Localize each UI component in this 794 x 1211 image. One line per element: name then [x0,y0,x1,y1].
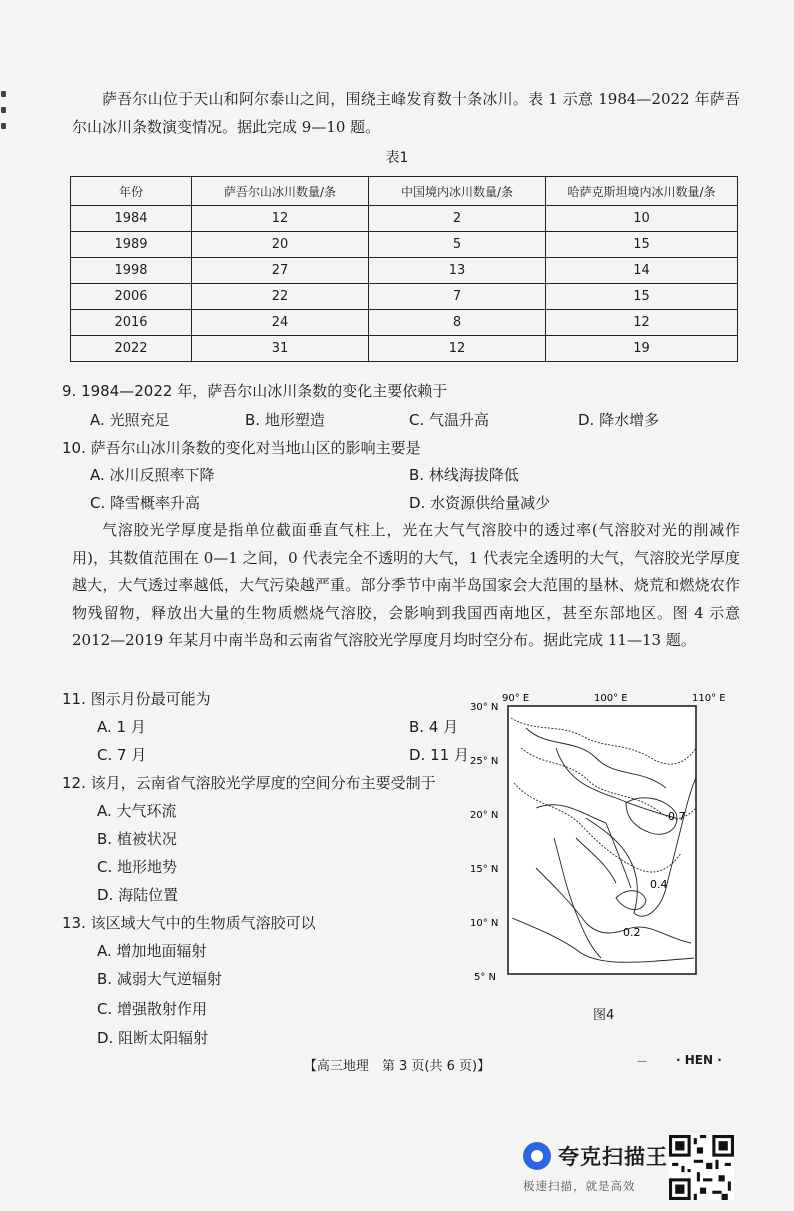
aerosol-map-figure [466,688,736,1018]
table-cell: 1984 [71,206,192,232]
table-cell: 7 [369,284,546,310]
lon-label-100: 100° E [594,693,628,704]
table-row [71,232,738,258]
table-header-cell: 萨吾尔山冰川数量/条 [192,177,369,206]
question-12-option-a[interactable]: A. 大气环流 [97,802,177,820]
footer-code: · HEN · [676,1053,722,1067]
question-12-option-b[interactable]: B. 植被状况 [97,830,177,848]
table-row [71,336,738,362]
scanner-name: 夸克扫描王 [558,1145,668,1169]
table-cell: 1998 [71,258,192,284]
table-cell: 24 [192,310,369,336]
table-header-row [71,177,738,206]
table-row [71,284,738,310]
contour-label-04: 0.4 [650,878,668,891]
lat-label-15: 15° N [470,864,499,875]
table-cell: 2022 [71,336,192,362]
question-10-option-b[interactable]: B. 林线海拔降低 [409,466,519,484]
question-9-option-d[interactable]: D. 降水增多 [578,411,660,429]
question-10-option-d[interactable]: D. 水资源供给量减少 [409,494,551,512]
table-cell: 8 [369,310,546,336]
lon-label-110: 110° E [692,693,726,704]
question-10-stem: 10. 萨吾尔山冰川条数的变化对当地山区的影响主要是 [62,439,421,457]
table-cell: 12 [192,206,369,232]
question-12-option-d[interactable]: D. 海陆位置 [97,886,179,904]
question-10-option-a[interactable]: A. 冰川反照率下降 [90,466,215,484]
lat-label-10: 10° N [470,918,499,929]
question-13-stem: 13. 该区域大气中的生物质气溶胶可以 [62,914,316,932]
table-cell: 5 [369,232,546,258]
table-cell: 2006 [71,284,192,310]
table-cell: 1989 [71,232,192,258]
question-13-option-d[interactable]: D. 阻断太阳辐射 [97,1029,209,1047]
question-9-option-c[interactable]: C. 气温升高 [409,411,490,429]
question-13-option-a[interactable]: A. 增加地面辐射 [97,942,207,960]
table-caption: 表1 [385,150,409,166]
question-9-option-b[interactable]: B. 地形塑造 [245,411,325,429]
question-11-option-c[interactable]: C. 7 月 [97,746,147,764]
table-cell: 12 [369,336,546,362]
question-13-option-b[interactable]: B. 减弱大气逆辐射 [97,970,222,988]
contour-label-02: 0.2 [623,926,641,939]
table-row [71,258,738,284]
page-footer: 【高三地理 第 3 页(共 6 页)】 [303,1059,491,1074]
table-header-cell: 年份 [71,177,192,206]
table-cell: 14 [546,258,738,284]
lat-label-20: 20° N [470,810,499,821]
question-11-option-a[interactable]: A. 1 月 [97,718,146,736]
lon-label-90: 90° E [502,693,530,704]
footer-dash: — [637,1056,647,1067]
table-cell: 13 [369,258,546,284]
table-cell: 27 [192,258,369,284]
question-11-option-d[interactable]: D. 11 月 [409,746,469,764]
map-frame [508,706,696,974]
glacier-table [70,176,738,362]
figure-caption: 图4 [593,1008,615,1023]
question-9-option-a[interactable]: A. 光照充足 [90,411,170,429]
table-cell: 2016 [71,310,192,336]
table-cell: 20 [192,232,369,258]
question-12-stem: 12. 该月，云南省气溶胶光学厚度的空间分布主要受制于 [62,774,436,792]
question-11-option-b[interactable]: B. 4 月 [409,718,459,736]
question-11-stem: 11. 图示月份最可能为 [62,690,211,708]
lat-label-5: 5° N [474,972,497,983]
scan-edge-mark [0,85,8,155]
table-cell: 15 [546,284,738,310]
quark-logo-icon [523,1142,551,1170]
question-12-option-c[interactable]: C. 地形地势 [97,858,178,876]
intro-paragraph-2: 气溶胶光学厚度是指单位截面垂直气柱上，光在大气气溶胶中的透过率(气溶胶对光的削减作用)，其数值范围在 0—1 之间，0 代表完全不透明的大气，1 代表完全透明的大气，气溶胶光学厚度越大，大气透过率越低，大气污染越严重。部分季节中南半岛国家会大范围的垦林、烧荒和燃烧农作物残留物，释放出大量的生物质燃烧气溶胶，会影响到我国西南地区，甚至东部地区。图 4 示意 2012—2019 年某月中南半岛和云南省气溶胶光学厚度月均时空分布。据此完成 11—13 题。 [72,521,740,649]
lat-label-25: 25° N [470,756,499,767]
table-cell: 31 [192,336,369,362]
table-header-cell: 中国境内冰川数量/条 [369,177,546,206]
contour-label-07: 0.7 [668,810,686,823]
table-cell: 2 [369,206,546,232]
table-row [71,310,738,336]
question-9-stem: 9. 1984—2022 年，萨吾尔山冰川条数的变化主要依赖于 [62,382,448,400]
table-cell: 15 [546,232,738,258]
table-row [71,206,738,232]
table-cell: 19 [546,336,738,362]
qr-code-icon [669,1135,734,1200]
table-cell: 12 [546,310,738,336]
question-10-option-c[interactable]: C. 降雪概率升高 [90,494,201,512]
scanner-slogan: 极速扫描，就是高效 [523,1179,636,1193]
table-cell: 22 [192,284,369,310]
scanner-watermark [520,1138,735,1198]
question-13-option-c[interactable]: C. 增强散射作用 [97,1000,208,1018]
table-cell: 10 [546,206,738,232]
table-header-cell: 哈萨克斯坦境内冰川数量/条 [546,177,738,206]
intro-paragraph-1: 萨吾尔山位于天山和阿尔泰山之间，围绕主峰发育数十条冰川。表 1 示意 1984—2022 年萨吾尔山冰川条数演变情况。据此完成 9—10 题。 [72,90,740,136]
lat-label-30: 30° N [470,702,499,713]
